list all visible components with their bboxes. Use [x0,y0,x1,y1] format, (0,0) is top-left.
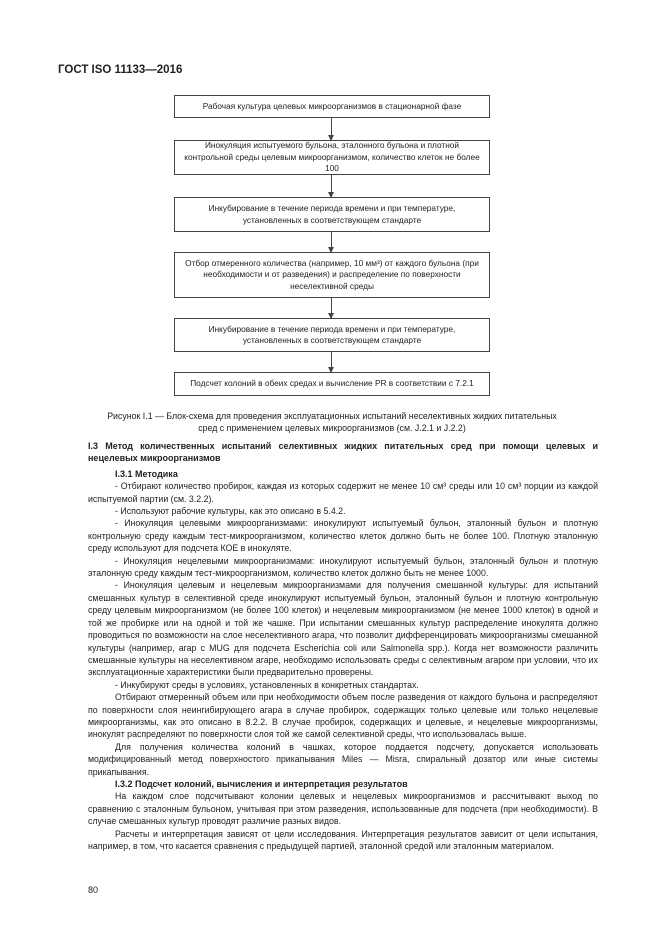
subsection-title: I.3.2 Подсчет колоний, вычисления и интерпретация результатов [115,778,408,789]
section-title: I.3 Метод количественных испытаний селективных жидких питательных сред при помощи целевых и нецелевых микроорганизмов [88,441,598,464]
arrow-icon [331,175,332,197]
paragraph: Отбирают отмеренный объем или при необходимости объем после разведения от каждого бульона и распределяют по поверхности слоя неингибирующего агара в случае пробирок, содержащих только целевые или только нецелевые микроорганизмы, как это описано в 8.2.2. В случае пробирок, содержащих и целевые, и нецелевые микроорганизмы, инокулят распределяют по поверхности слоя той же самой селективной среды, что использовалась выше. [88,692,598,740]
paragraph: - Инокуляция целевыми микроорганизмами: инокулируют испытуемый бульон, эталонный бульон и плотную контрольную среду каждым тест-микроорганизмом, количество клеток должно быть не более 100. Плотную эталонную среду используют для подсчета КОЕ в инокуляте. [88,518,598,554]
paragraph: Для получения количества колоний в чашках, которое поддается подсчету, допускается использовать модифицированный метод поверхностого прикапывания Miles — Misra, спиральный дозатор или иные системы прикапывания. [88,741,598,777]
subsection-title: I.3.1 Методика [115,468,178,479]
flow-step-6: Подсчет колоний в обеих средах и вычисление PR в соответствии с 7.2.1 [174,372,490,396]
paragraph: - Инкубируют среды в условиях, установленных в конкретных стандартах. [115,679,419,690]
arrow-icon [331,118,332,140]
paragraph: - Инокуляция целевым и нецелевым микроорганизмами для получения смешанной культуры: для испытаний смешанных культур в селективной среде инокулируют испытуемый бульон, эталонный бульон и плотную контрольную среду целевым микроорганизмом (не более 100 клеток) и нецелевым микроорганизмом (не менее 1000 клеток) в одной и той же пробирке или на одной и той же чашке. При испытании смешанных культур распределение инокулята должно проводиться по возможности на слое неселективного агара, что позволит дифференцировать микроорганизмы смешанной культуры (например, агар с MUG для подсчета Escherichia coli или Salmonella spp.). Когда нет возможности различить смешанные культуры на неселективном агаре, необходимо использовать среды с селективным агаром при условии, что их эксплуатационные характеристики были предварительно проверены. [88,580,598,678]
page-number: 80 [88,885,99,895]
document-header: ГОСТ ISO 11133—2016 [58,64,183,76]
arrow-icon [331,298,332,318]
arrow-icon [331,232,332,252]
arrow-icon [331,352,332,372]
flow-step-2: Инокуляция испытуемого бульона, эталонного бульона и плотной контрольной среды целевым микроорганизмом, количество клеток не более 100 [174,140,490,175]
flow-step-5: Инкубирование в течение периода времени и при температуре, установленных в соответствующем стандарте [174,318,490,352]
body-text [88,440,598,852]
flow-step-1: Рабочая культура целевых микроорганизмов в стационарной фазе [174,95,490,118]
paragraph: - Отбирают количество пробирок, каждая из которых содержит не менее 10 см³ среды или 10 см³ порции из каждой испытуемой партии (см. 3.2.2). [88,481,598,504]
paragraph: На каждом слое подсчитывают колонии целевых и нецелевых микроорганизмов и рассчитывают выход по сравнению с эталонным бульоном, учитывая при этом разведения, использованные для подсчета (при необходимости). В случае смешанных культур проводят различие разных видов. [88,791,598,827]
paragraph: - Инокуляция нецелевыми микроорганизмами: инокулируют испытуемый бульон, эталонный бульон и плотную эталонную среду каждым тест-микроорганизмом, количество клеток должно быть не менее 1000. [88,555,598,579]
figure-caption: Рисунок I.1 — Блок-схема для проведения эксплуатационных испытаний неселективных жидких питательных сред с применением целевых микроорганизмов (см. J.2.1 и J.2.2) [107,411,557,433]
flow-step-4: Отбор отмеренного количества (например, 10 мм³) от каждого бульона (при необходимости и от разведения) и распределение по поверхности неселективной среды [174,252,490,298]
paragraph: - Используют рабочие культуры, как это описано в 5.4.2. [115,506,346,517]
flow-step-3: Инкубирование в течение периода времени и при температуре, установленных в соответствующем стандарте [174,197,490,232]
paragraph: Расчеты и интерпретация зависят от цели исследования. Интерпретация результатов зависит от цели испытания, например, в том, что касается сравнения с предыдущей партией, эталонной средой или эталонным материалом. [88,828,598,851]
